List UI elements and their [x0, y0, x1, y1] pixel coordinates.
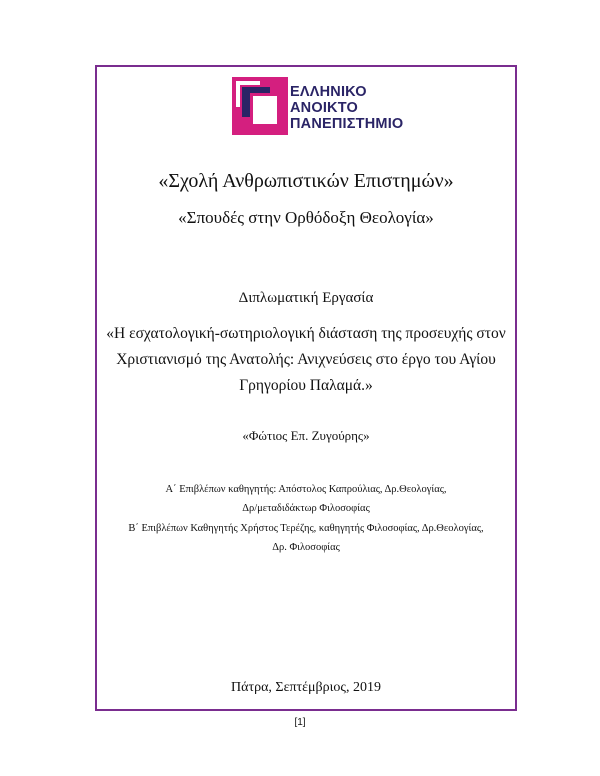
supervisor-a-line-1: Α΄ Επιβλέπων καθηγητής: Απόστολος Καπρούλιας, Δρ.Θεολογίας, — [165, 484, 447, 495]
supervisor-b-line-2: Δρ. Φιλοσοφίας — [272, 542, 340, 553]
university-logo-mark-icon — [232, 77, 288, 135]
page-number: [1] — [294, 717, 306, 728]
supervisor-b — [95, 519, 517, 557]
school-name: «Σχολή Ανθρωπιστικών Επιστημών» — [158, 170, 454, 192]
supervisor-a-line-2: Δρ/μεταδιδάκτωρ Φιλοσοφίας — [242, 503, 370, 514]
thesis-title-line-3: Γρηγορίου Παλαμά.» — [239, 377, 373, 394]
thesis-type: Διπλωματική Εργασία — [238, 290, 374, 306]
author-name: «Φώτιος Επ. Ζυγούρης» — [242, 428, 370, 443]
thesis-title-line-1: «Η εσχατολογική-σωτηριολογική διάσταση της προσευχής στον — [106, 325, 506, 342]
place-and-date: Πάτρα, Σεπτέμβριος, 2019 — [231, 680, 381, 695]
logo-line-3: ΠΑΝΕΠΙΣΤΗΜΙΟ — [290, 116, 404, 132]
university-logo — [232, 77, 404, 137]
university-logo-text — [290, 84, 403, 132]
logo-line-2: ΑΝΟΙΚΤΟ — [290, 100, 358, 116]
thesis-title-line-2: Χριστιανισμό της Ανατολής: Ανιχνεύσεις στο έργο του Αγίου — [116, 351, 496, 368]
program-name: «Σπουδές στην Ορθόδοξη Θεολογία» — [178, 208, 434, 227]
logo-line-1: ΕΛΛΗΝΙΚΟ — [290, 84, 367, 100]
supervisor-b-line-1: Β΄ Επιβλέπων Καθηγητής Χρήστος Τερέζης, καθηγητής Φιλοσοφίας, Δρ.Θεολογίας, — [128, 523, 484, 534]
thesis-title — [95, 321, 517, 399]
supervisor-a — [95, 480, 517, 518]
